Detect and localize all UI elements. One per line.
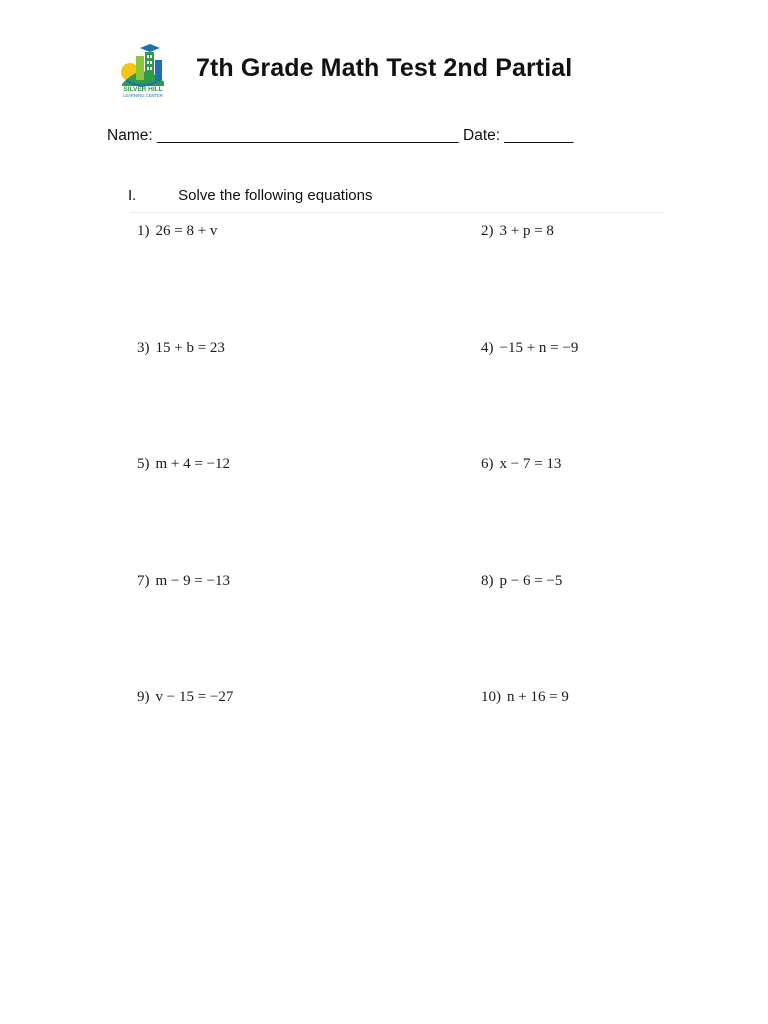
name-date-line <box>107 127 573 145</box>
problem-equation: v − 15 = −27 <box>155 689 234 705</box>
problem-3 <box>137 340 225 357</box>
problem-number: 8) <box>481 573 494 589</box>
silver-hill-logo <box>116 42 170 98</box>
problem-equation: p − 6 = −5 <box>499 573 563 589</box>
divider <box>130 212 664 213</box>
problem-number: 2) <box>481 223 494 239</box>
section-heading <box>128 187 372 204</box>
name-label: Name: <box>107 127 153 144</box>
svg-text:LEARNING CENTER: LEARNING CENTER <box>123 93 163 98</box>
problem-equation: 26 = 8 + v <box>155 223 218 239</box>
date-label: Date: <box>463 127 501 144</box>
section-instruction: Solve the following equations <box>178 187 373 204</box>
problem-number: 4) <box>481 340 494 356</box>
problem-1 <box>137 223 217 240</box>
problem-equation: 3 + p = 8 <box>499 223 554 239</box>
problem-equation: x − 7 = 13 <box>499 456 562 472</box>
problem-5 <box>137 456 230 473</box>
problem-number: 6) <box>481 456 494 472</box>
name-blank: ___________________________________ <box>156 127 459 144</box>
problem-equation: −15 + n = −9 <box>499 340 579 356</box>
problem-equation: n + 16 = 9 <box>507 689 569 705</box>
svg-text:SILVER HILL: SILVER HILL <box>123 86 163 93</box>
problem-equation: 15 + b = 23 <box>155 340 225 356</box>
problem-number: 7) <box>137 573 150 589</box>
problem-number: 5) <box>137 456 150 472</box>
problem-4 <box>481 340 578 357</box>
problem-7 <box>137 573 230 590</box>
problem-number: 10) <box>481 689 501 705</box>
problem-number: 1) <box>137 223 150 239</box>
problem-number: 3) <box>137 340 150 356</box>
problem-10 <box>481 689 569 706</box>
problem-8 <box>481 573 562 590</box>
problem-6 <box>481 456 561 473</box>
page-title: 7th Grade Math Test 2nd Partial <box>196 54 573 82</box>
problem-equation: m − 9 = −13 <box>155 573 231 589</box>
section-number: I. <box>128 187 137 204</box>
problem-number: 9) <box>137 689 150 705</box>
problem-2 <box>481 223 554 240</box>
problem-9 <box>137 689 233 706</box>
date-blank: ________ <box>504 127 574 144</box>
problem-equation: m + 4 = −12 <box>155 456 231 472</box>
